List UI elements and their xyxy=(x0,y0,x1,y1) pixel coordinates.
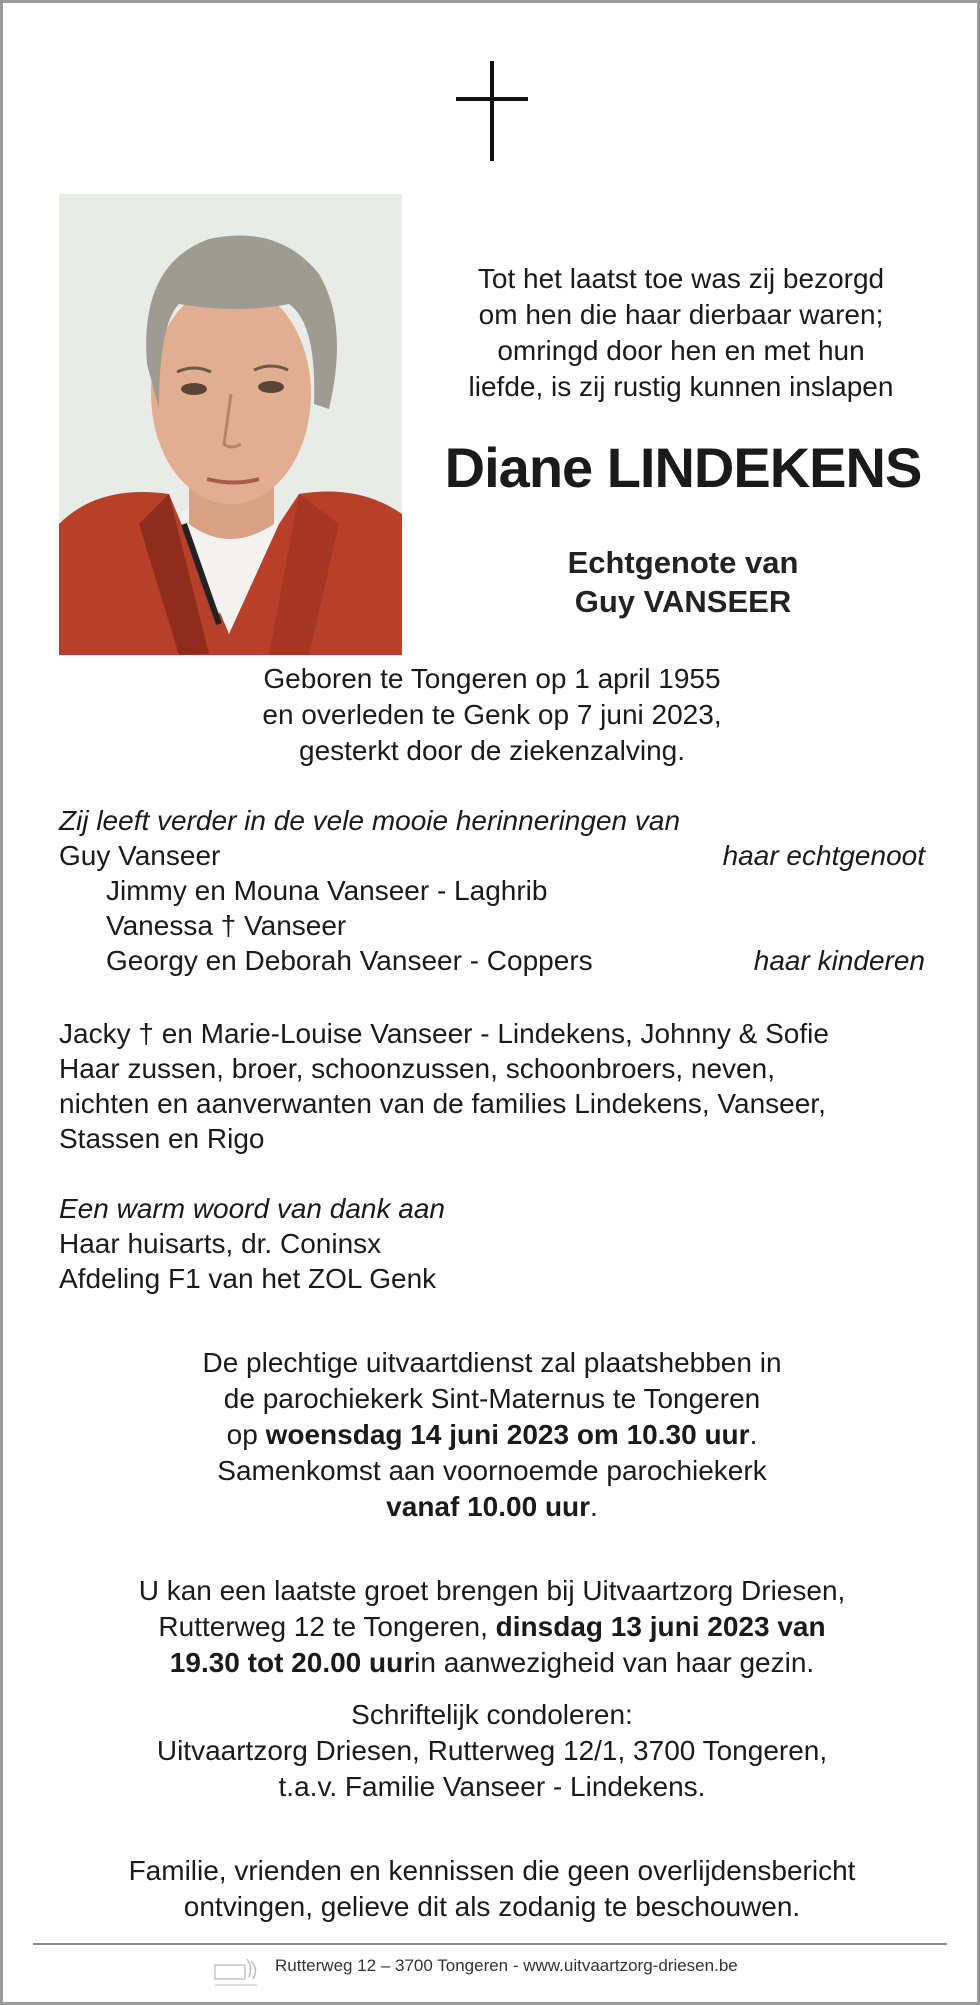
poem-line: omringd door hen en met hun xyxy=(497,335,865,366)
husband-name: Guy Vanseer xyxy=(59,840,221,871)
husband-role: haar echtgenoot xyxy=(722,840,925,871)
family-line: Haar zussen, broer, schoonzussen, schoonbroers, neven, xyxy=(59,1053,775,1084)
spouse-label: Echtgenote van xyxy=(567,545,799,580)
family-row xyxy=(59,943,925,978)
family-row xyxy=(59,838,925,873)
thanks-section xyxy=(59,1191,925,1296)
memories-intro: Zij leeft verder in de vele mooie herinneringen van xyxy=(59,805,681,836)
portrait-photo xyxy=(59,194,402,655)
child-name: Vanessa † Vanseer xyxy=(106,910,347,941)
birth-line: Geboren te Tongeren op 1 april 1955 xyxy=(263,663,721,694)
family-line: nichten en aanverwanten van de families Lindekens, Vanseer, xyxy=(59,1088,826,1119)
child-name: Jimmy en Mouna Vanseer - Laghrib xyxy=(106,875,548,906)
spouse-name: Guy VANSEER xyxy=(574,584,792,619)
footer-divider xyxy=(33,1943,947,1945)
memories-section xyxy=(59,803,925,978)
cross-icon xyxy=(456,61,528,161)
gathering-time: vanaf 10.00 uur xyxy=(386,1491,591,1522)
service-line: Samenkomst aan voornoemde parochiekerk xyxy=(217,1455,767,1486)
gathering-time-line: vanaf 10.00 uur. xyxy=(386,1491,598,1522)
closing-line: Familie, vrienden en kennissen die geen overlijdensbericht xyxy=(128,1855,856,1886)
poem-line: Tot het laatst toe was zij bezorgd xyxy=(477,263,885,294)
funeral-home-logo-icon xyxy=(213,1953,263,1993)
family-line: Stassen en Rigo xyxy=(59,1123,265,1154)
poem-line: liefde, is zij rustig kunnen inslapen xyxy=(468,371,894,402)
thanks-line: Haar huisarts, dr. Coninsx xyxy=(59,1228,382,1259)
extended-family xyxy=(59,1016,925,1156)
thanks-line: Afdeling F1 van het ZOL Genk xyxy=(59,1263,437,1294)
visit-line: 19.30 tot 20.00 uurin aanwezigheid van haar gezin. xyxy=(169,1647,815,1678)
poem-line: om hen die haar dierbaar waren; xyxy=(478,299,884,330)
condolences-line: Uitvaartzorg Driesen, Rutterweg 12/1, 3700 Tongeren, xyxy=(156,1735,828,1766)
condolences-info xyxy=(59,1697,925,1805)
death-line: en overleden te Genk op 7 juni 2023, xyxy=(262,699,722,730)
portrait-image xyxy=(59,194,402,655)
condolences-title: Schriftelijk condoleren: xyxy=(351,1699,633,1730)
visit-line: Rutterweg 12 te Tongeren, dinsdag 13 juni 2023 van xyxy=(158,1611,826,1642)
spouse-info xyxy=(423,543,943,621)
poem xyxy=(421,261,941,405)
family-row xyxy=(59,873,925,908)
condolences-line: t.a.v. Familie Vanseer - Lindekens. xyxy=(278,1771,706,1802)
service-line: De plechtige uitvaartdienst zal plaatshebben in xyxy=(202,1347,782,1378)
service-date: woensdag 14 juni 2023 om 10.30 uur xyxy=(265,1419,750,1450)
closing-note xyxy=(59,1853,925,1925)
service-date-line: op woensdag 14 juni 2023 om 10.30 uur. xyxy=(226,1419,758,1450)
service-line: de parochiekerk Sint-Maternus te Tongeren xyxy=(223,1383,761,1414)
sacrament-line: gesterkt door de ziekenzalving. xyxy=(299,735,685,766)
visit-line: U kan een laatste groet brengen bij Uitvaartzorg Driesen, xyxy=(138,1575,846,1606)
child-name: Georgy en Deborah Vanseer - Coppers xyxy=(106,945,593,976)
deceased-name: Diane LINDEKENS xyxy=(444,436,922,499)
thanks-intro: Een warm woord van dank aan xyxy=(59,1193,445,1224)
service-info xyxy=(59,1345,925,1525)
visit-time: 19.30 tot 20.00 uur xyxy=(169,1647,415,1678)
visit-date: dinsdag 13 juni 2023 van xyxy=(495,1611,826,1642)
birth-death-info xyxy=(59,661,925,769)
family-row xyxy=(59,908,925,943)
closing-line: ontvingen, gelieve dit als zodanig te beschouwen. xyxy=(183,1891,801,1922)
family-line: Jacky † en Marie-Louise Vanseer - Lindekens, Johnny & Sofie xyxy=(59,1018,829,1049)
footer-address: Rutterweg 12 – 3700 Tongeren - www.uitvaartzorg-driesen.be xyxy=(275,1956,738,1975)
visitation-info xyxy=(59,1573,925,1681)
children-role: haar kinderen xyxy=(753,945,925,976)
